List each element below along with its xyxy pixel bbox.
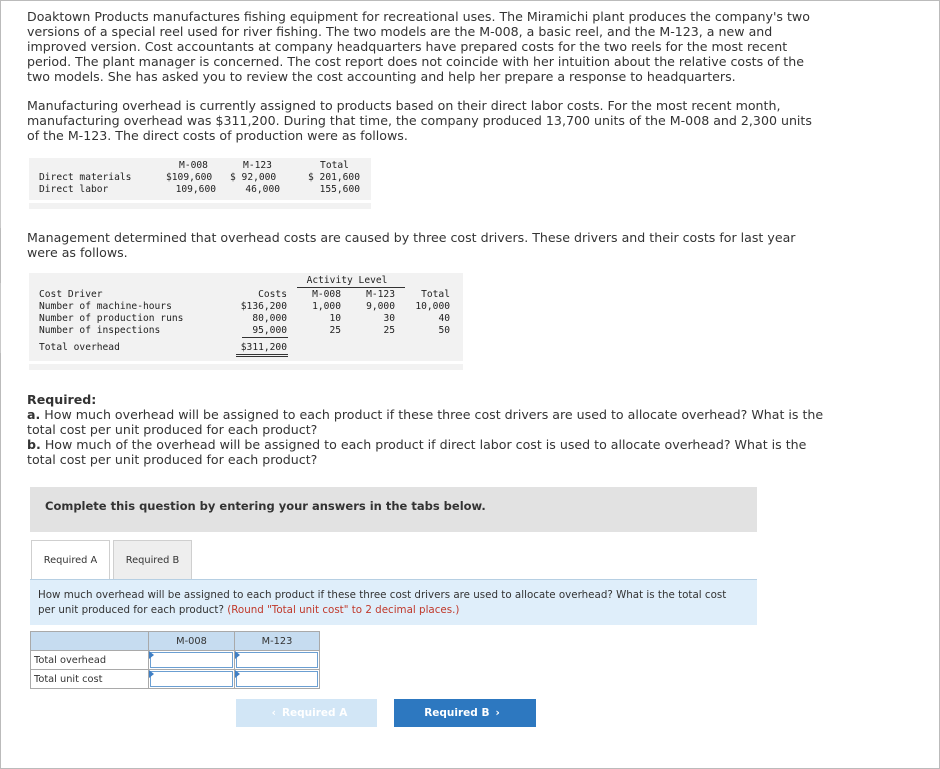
required-heading: Required: [27, 392, 97, 407]
production-runs-total: 40 [438, 313, 450, 324]
direct-labor-m008: 109,600 [175, 184, 216, 195]
production-runs-m008: 10 [329, 313, 341, 324]
required-b-prefix: b. [27, 437, 41, 452]
direct-labor-total: 155,600 [319, 184, 360, 195]
col-header-m008: M-008 [312, 289, 341, 300]
driver-label-machine-hours: Number of machine-hours [39, 301, 172, 312]
total-overhead-costs: $311,200 [240, 342, 287, 353]
input-marker-icon [149, 670, 154, 678]
next-tab-button[interactable] [394, 699, 536, 727]
input-marker-icon [235, 670, 240, 678]
direct-materials-m008: $109,600 [166, 172, 213, 183]
col-header-costs: Costs [258, 289, 287, 300]
total-unit-cost-m008-input[interactable] [150, 671, 233, 687]
answer-col-header-m123: M-123 [235, 632, 320, 651]
total-overhead-m008-input[interactable] [150, 652, 233, 668]
answer-row-label: Total unit cost [31, 670, 149, 689]
answer-table [30, 631, 320, 689]
chevron-left-icon: ‹ [271, 707, 276, 719]
total-overhead-m008-cell [149, 651, 235, 670]
driver-label-inspections: Number of inspections [39, 325, 161, 336]
required-a [27, 407, 827, 437]
activity-level-underline [297, 287, 405, 288]
required-b-text: How much of the overhead will be assigned to each product if direct labor cost is used to allocate overhead? What is the total cost per unit produced for each product? [27, 437, 807, 467]
total-unit-cost-m008-cell [149, 670, 235, 689]
intro-paragraph-1: Doaktown Products manufactures fishing equipment for recreational uses. The Miramichi plant produces the company's two versions of a special reel used for river fishing. The two models are the M-008, a basic reel, and the M-123, a new and improved version. Cost accountants at company headquarters have prepared costs for the two reels for the most recent period. The plant manager is concerned. The cost report does not coincide with her intuition about the relative costs of the two models. She has asked you to review the cost accounting and help her prepare a response to headquarters. [27, 9, 810, 84]
input-marker-icon [235, 651, 240, 659]
required-b [27, 437, 827, 467]
tab-required-b[interactable]: Required B [113, 540, 192, 580]
prev-tab-button[interactable] [236, 699, 377, 727]
col-header-total: Total [320, 160, 349, 171]
cost-drivers-table [29, 273, 463, 361]
intro-paragraph-2: Manufacturing overhead is currently assigned to products based on their direct labor costs. For the most recent month, manufacturing overhead was $311,200. During that time, the company produced 13,700 units of the M-008 and 2,300 units of the M-123. The direct costs of production were as follows. [27, 98, 812, 143]
table-divider [29, 364, 463, 370]
next-tab-button-label: Required B [424, 707, 490, 719]
answer-header-row [31, 632, 320, 651]
inspections-m123: 25 [383, 325, 395, 336]
total-overhead-label: Total overhead [39, 342, 120, 353]
col-header-cost-driver: Cost Driver [39, 289, 103, 300]
machine-hours-m008: 1,000 [312, 301, 341, 312]
answer-row-total-unit-cost [31, 670, 320, 689]
answer-col-header-m008: M-008 [149, 632, 235, 651]
answer-row-label: Total overhead [31, 651, 149, 670]
question-hint: (Round "Total unit cost" to 2 decimal places.) [227, 604, 460, 616]
machine-hours-costs: $136,200 [240, 301, 287, 312]
inspections-costs: 95,000 [252, 325, 287, 336]
inspections-m008: 25 [329, 325, 341, 336]
left-gutter-mark [0, 150, 4, 228]
machine-hours-total: 10,000 [415, 301, 450, 312]
direct-materials-m123: $ 92,000 [230, 172, 277, 183]
production-runs-m123: 30 [383, 313, 395, 324]
table-divider [29, 203, 371, 209]
instruction-banner [30, 487, 757, 532]
direct-costs-table [29, 158, 371, 200]
direct-materials-total: $ 201,600 [308, 172, 360, 183]
row-label-direct-labor: Direct labor [39, 184, 109, 195]
tab-required-a[interactable]: Required A [31, 540, 110, 580]
input-marker-icon [149, 651, 154, 659]
inspections-total: 50 [438, 325, 450, 336]
question-text-block [38, 588, 738, 618]
required-section [27, 392, 827, 467]
col-header-m123: M-123 [243, 160, 272, 171]
total-unit-cost-m123-input[interactable] [236, 671, 318, 687]
total-overhead-m123-input[interactable] [236, 652, 318, 668]
driver-label-production-runs: Number of production runs [39, 313, 184, 324]
total-unit-cost-m123-cell [235, 670, 320, 689]
direct-labor-m123: 46,000 [245, 184, 280, 195]
prev-tab-button-label: Required A [281, 707, 348, 719]
drivers-paragraph: Management determined that overhead costs are caused by three cost drivers. These drivers and their costs for last year were as follows. [27, 230, 796, 260]
activity-level-header: Activity Level [306, 275, 388, 286]
col-header-m123: M-123 [366, 289, 395, 300]
col-header-total: Total [421, 289, 450, 300]
instruction-banner-text: Complete this question by entering your answers in the tabs below. [45, 499, 486, 513]
chevron-right-icon: › [495, 707, 500, 719]
costs-subtotal-underline [242, 337, 288, 338]
question-box [30, 579, 757, 625]
machine-hours-m123: 9,000 [366, 301, 395, 312]
required-a-text: How much overhead will be assigned to each product if these three cost drivers are used to allocate overhead? What is the total cost per unit produced for each product? [27, 407, 824, 437]
costs-total-double-underline-2 [236, 356, 288, 357]
row-label-direct-materials: Direct materials [39, 172, 132, 183]
required-a-prefix: a. [27, 407, 41, 422]
answer-header-blank [31, 632, 149, 651]
total-overhead-m123-cell [235, 651, 320, 670]
col-header-m008: M-008 [179, 160, 208, 171]
production-runs-costs: 80,000 [252, 313, 287, 324]
question-text: How much overhead will be assigned to each product if these three cost drivers are used to allocate overhead? What is the total cost per unit produced for each product? [38, 589, 727, 616]
left-gutter-mark [0, 283, 4, 353]
answer-row-total-overhead [31, 651, 320, 670]
costs-total-double-underline [236, 354, 288, 355]
